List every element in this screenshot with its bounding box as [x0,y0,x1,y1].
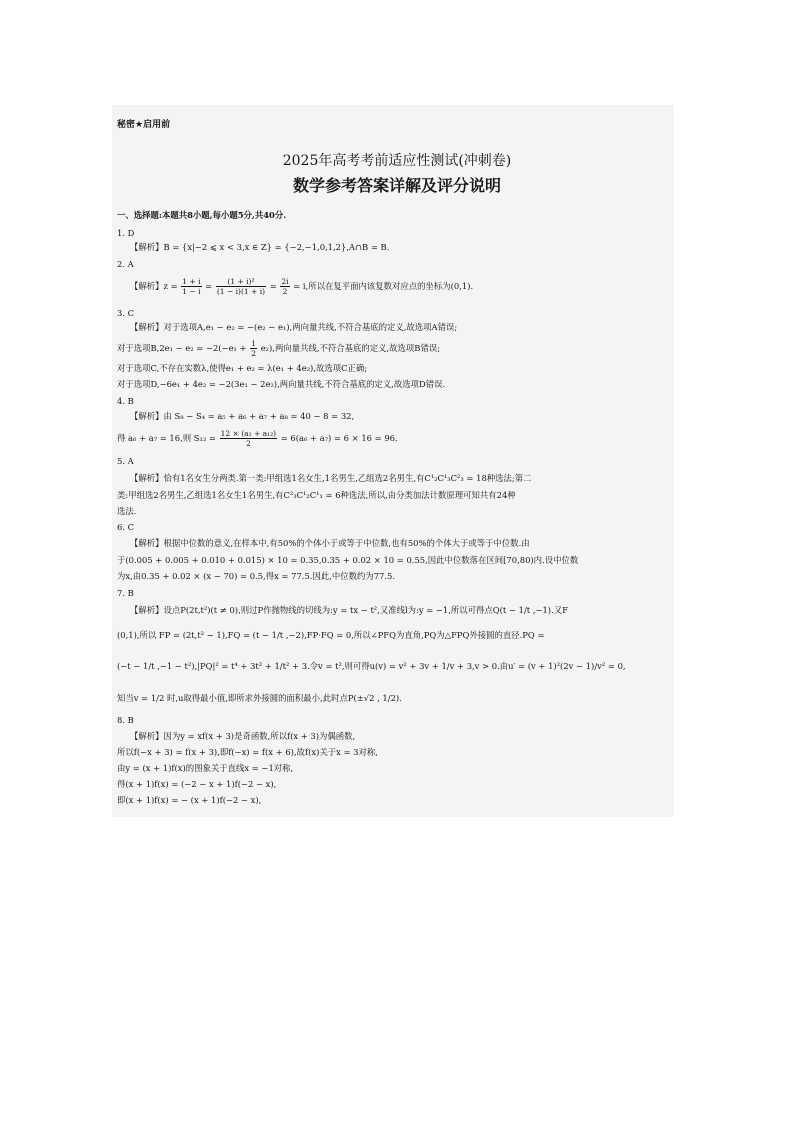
numerator: 12 × (a₁ + a₁₂) [220,429,277,438]
solution-4-line [117,428,398,448]
fraction [250,339,257,358]
solution-7-line: 知当v = 1/2 时,u取得最小值,即所求外接圆的面积最小,此时点P(±√2 , 1/2). [117,693,402,703]
equals-sign: = [205,281,213,291]
answer-8: 8. B [117,715,134,725]
numerator: (1 + i)² [216,277,266,287]
solution-8-line: 所以f(−x + 3) = f(x + 3),即f(−x) = f(x + 6),故f(x)关于x = 3对称, [117,747,378,757]
fraction [216,277,266,296]
solution-1-line: 【解析】B = {x|−2 ⩽ x < 3,x ∈ Z} = {−2,−1,0,1,2},A∩B = B. [130,242,390,252]
solution-5-line: 类:甲组选2名男生,乙组选1名女生1名男生,有C²₃C¹₂C¹₁ = 6种选法,所以,由分类加法计数原理可知共有24种 [117,490,516,500]
answer-5: 5. A [117,456,134,466]
fraction [280,277,289,296]
solution-6-line: 【解析】根据中位数的意义,在样本中,有50%的个体小于或等于中位数,也有50%的个体大于或等于中位数.由 [130,538,530,548]
answer-6: 6. C [117,522,135,532]
denominator: 2 [282,287,288,296]
numerator: 2i [281,277,289,286]
answer-7: 7. B [117,588,134,598]
solution-5-line: 【解析】恰有1名女生分两类.第一类:甲组选1名女生,1名男生,乙组选2名男生,有C¹₂C¹₃C²₃ = 18种选法;第二 [130,473,532,483]
solution-7-line: (0,1),所以 FP = (2t,t² − 1),FQ = (t − 1/t ,−2),FP·FQ = 0,所以∠PFQ为直角,PQ为△FPQ外接圆的直径.PQ = [117,630,545,640]
answer-1: 1. D [117,228,135,238]
solution-7-line: (−t − 1/t ,−1 − t²),|PQ|² = t⁴ + 3t² + 1/t² + 3.令v = t²,则可得u(v) = v² + 3v + 1/v + 3,v > 0.由u′ = (v + 1)²(2v − 1)/v² = 0, [117,661,626,671]
exam-title: 2025年高考考前适应性测试(冲刺卷) [282,153,512,169]
solution-3-line [117,338,440,358]
fraction [181,277,201,296]
solution-8-line: 【解析】因为y = xf(x + 3)是奇函数,所以f(x + 3)为偶函数, [130,731,356,741]
solution-8-line: 即(x + 1)f(x) = − (x + 1)f(−2 − x), [117,795,262,805]
solution-3-post: e₂),两向量共线,不符合基底的定义,故选项B错误; [260,343,441,353]
solution-3-pre: 对于选项B,2e₁ − e₂ = −2(−e₁ + [117,343,247,353]
solution-8-line: 由y = (x + 1)f(x)的图象关于直线x = −1对称, [117,763,294,773]
solution-2-pre: 【解析】z = [130,281,178,291]
solution-4-pre: 得 a₆ + a₇ = 16,则 S₁₂ = [117,433,216,443]
answer-3: 3. C [117,308,135,318]
confidential-label: 秘密★启用前 [117,120,171,130]
solution-6-line: 于(0.005 + 0.005 + 0.010 + 0.015) × 10 = 0.35,0.35 + 0.02 × 10 = 0.55,因此中位数落在区间[70,80)内.设中位数 [117,555,579,565]
solution-3-line: 对于选项C,不存在实数λ,使得e₁ + e₂ = λ(e₁ + 4e₂),故选项C正确; [117,363,368,373]
section-heading: 一、选择题:本题共8小题,每小题5分,共40分. [117,210,287,220]
denominator: 2 [245,439,251,448]
solution-2-post: = i,所以在复平面内该复数对应点的坐标为(0,1). [293,281,474,291]
numerator: 1 + i [182,277,201,286]
solution-8-line: 得(x + 1)f(x) = (−2 − x + 1)f(−2 − x), [117,779,277,789]
solution-6-line: 为x,由0.35 + 0.02 × (x − 70) = 0.5,得x = 77.5.因此,中位数约为77.5. [117,571,396,581]
answer-4: 4. B [117,396,134,406]
equals-sign: = [269,281,277,291]
solution-2-line [130,276,473,296]
denominator: 2 [251,349,257,358]
denominator: 1 − i [182,287,201,296]
numerator: 1 [251,339,257,348]
solution-3-line: 【解析】对于选项A,e₁ − e₂ = −(e₂ − e₁),两向量共线,不符合基底的定义,故选项A错误; [130,322,458,332]
denominator: (1 − i)(1 + i) [216,287,266,296]
solution-7-line: 【解析】设点P(2t,t²)(t ≠ 0),则过P作抛物线的切线为:y = tx − t²,又准线l为:y = −1,所以可得点Q(t − 1/t ,−1).又F [130,605,568,615]
fraction [220,429,277,448]
solution-3-line: 对于选项D,−6e₁ + 4e₂ = −2(3e₁ − 2e₂),两向量共线,不符合基底的定义,故选项D错误. [117,379,446,389]
answer-2: 2. A [117,259,134,269]
solution-4-post: = 6(a₆ + a₇) = 6 × 16 = 96. [280,433,398,443]
solution-5-line: 选法. [117,506,137,516]
solution-4-line: 【解析】由 S₈ − S₄ = a₅ + a₆ + a₇ + a₈ = 40 − 8 = 32, [130,411,355,421]
answer-key-title: 数学参考答案详解及评分说明 [292,176,501,195]
